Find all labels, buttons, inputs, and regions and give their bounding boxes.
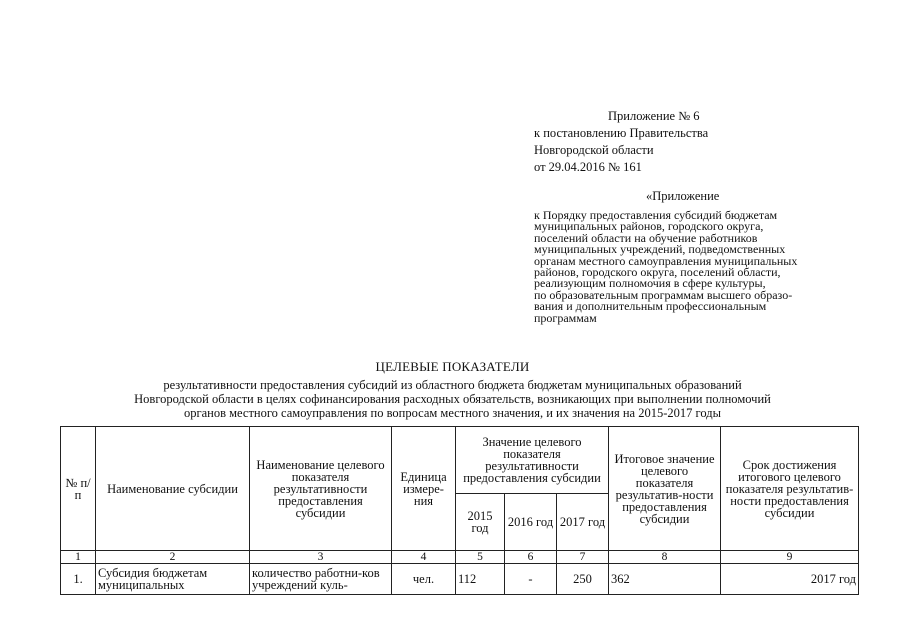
order-line: муниципальных районов, городского округа, bbox=[534, 219, 764, 234]
header-total: Итоговое значение целевого показателя результатив-ности предоставления субсидии bbox=[609, 427, 721, 551]
header-value-group: Значение целевого показателя результативности предоставления субсидии bbox=[456, 427, 609, 494]
header-indicator: Наименование целевого показателя результативности предоставления субсидии bbox=[250, 427, 392, 551]
order-line: к Порядку предоставления субсидий бюджетам bbox=[534, 208, 778, 222]
appendix-quote: «Приложение bbox=[646, 189, 720, 203]
header-unit: Единица измере-ния bbox=[392, 427, 456, 551]
subtitle-line: Новгородской области в целях софинансирования расходных обязательств, возникающих при выполнении полномочий bbox=[134, 392, 771, 406]
row-deadline: 2017 год bbox=[721, 564, 859, 595]
column-number: 6 bbox=[505, 551, 557, 564]
column-number: 9 bbox=[721, 551, 859, 564]
appendix-region: Новгородской области bbox=[534, 143, 654, 157]
column-number: 5 bbox=[456, 551, 505, 564]
column-number: 7 bbox=[557, 551, 609, 564]
header-subsidy: Наименование субсидии bbox=[96, 427, 250, 551]
order-line: органам местного самоуправления муниципальных bbox=[534, 253, 798, 268]
appendix-decree: к постановлению Правительства bbox=[534, 126, 709, 140]
header-2017: 2017 год bbox=[557, 494, 609, 551]
appendix-number: Приложение № 6 bbox=[608, 109, 700, 123]
order-line: муниципальных учреждений, подведомственных bbox=[534, 242, 786, 257]
document-title: ЦЕЛЕВЫЕ ПОКАЗАТЕЛИ bbox=[375, 359, 530, 374]
order-reference bbox=[534, 210, 856, 324]
subtitle-line: результативности предоставления субсидий из областного бюджета бюджетам муниципальных образований bbox=[163, 378, 742, 392]
table-row bbox=[61, 564, 859, 595]
column-number: 3 bbox=[250, 551, 392, 564]
column-number: 4 bbox=[392, 551, 456, 564]
row-2016: - bbox=[505, 564, 557, 595]
header-num: № п/п bbox=[61, 427, 96, 551]
order-line: поселений области на обучение работников bbox=[534, 230, 758, 245]
indicators-table bbox=[60, 426, 859, 595]
order-line: районов, городского округа, поселений области, bbox=[534, 265, 781, 280]
row-subsidy: Субсидия бюджетам муниципальных bbox=[96, 564, 250, 595]
header-deadline: Срок достижения итогового целевого показателя результатив-ности предоставления субсидии bbox=[721, 427, 859, 551]
row-total: 362 bbox=[609, 564, 721, 595]
document-subtitle bbox=[60, 378, 845, 420]
row-2017: 250 bbox=[557, 564, 609, 595]
row-2015: 112 bbox=[456, 564, 505, 595]
column-number: 8 bbox=[609, 551, 721, 564]
appendix-block bbox=[534, 108, 874, 176]
column-number: 1 bbox=[61, 551, 96, 564]
row-num: 1. bbox=[61, 564, 96, 595]
order-line: вания и дополнительным профессиональным bbox=[534, 299, 767, 314]
row-indicator: количество работни-ков учреждений куль- bbox=[250, 564, 392, 595]
order-line: программам bbox=[534, 310, 597, 325]
order-line: по образовательным программам высшего образо- bbox=[534, 287, 793, 302]
header-2016: 2016 год bbox=[505, 494, 557, 551]
header-2015: 2015 год bbox=[456, 494, 505, 551]
row-unit: чел. bbox=[392, 564, 456, 595]
subtitle-line: органов местного самоуправления по вопросам местного значения, и их значения на 2015-2017 годы bbox=[184, 406, 721, 420]
appendix-date: от 29.04.2016 № 161 bbox=[534, 160, 642, 174]
order-line: реализующим полномочия в сфере культуры, bbox=[534, 276, 766, 291]
column-number: 2 bbox=[96, 551, 250, 564]
